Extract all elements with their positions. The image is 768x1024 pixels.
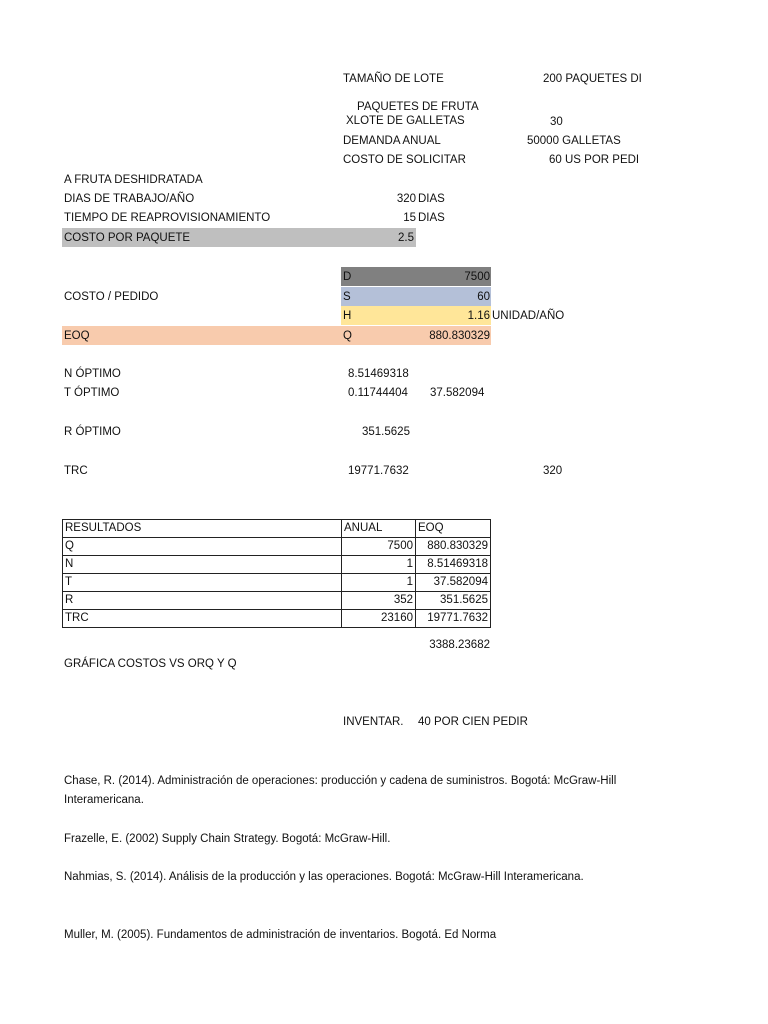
q-value: 880.830329 — [429, 330, 490, 342]
trc-value: 19771.7632 — [348, 465, 409, 477]
table-row — [63, 574, 491, 592]
order-cost-label: COSTO DE SOLICITAR — [343, 154, 466, 166]
chart-title-label: GRÁFICA COSTOS VS ORQ Y Q — [64, 658, 237, 670]
table-row — [63, 538, 491, 556]
table-header-cell: ANUAL — [342, 520, 416, 538]
table-cell: 8.51469318 — [416, 556, 491, 574]
trc-extra-value: 320 — [543, 465, 563, 477]
table-cell: 37.582094 — [416, 574, 491, 592]
table-cell: TRC — [63, 610, 342, 628]
table-cell: 7500 — [342, 538, 416, 556]
work-days-value: 320 — [396, 193, 416, 205]
table-cell: T — [63, 574, 342, 592]
reference-item: Chase, R. (2014). Administración de operaciones: producción y cadena de suministros. Bogotá: McGraw-Hill Interamericana. — [64, 775, 617, 806]
table-cell: R — [63, 592, 342, 610]
per-lot-value: 30 — [550, 116, 563, 128]
table-header-row — [63, 520, 491, 538]
work-days-unit: DIAS — [418, 193, 445, 205]
table-cell: 1 — [342, 574, 416, 592]
per-lot-label: XLOTE DE GALLETAS — [346, 115, 465, 127]
n-optimal-value: 8.51469318 — [348, 368, 409, 380]
lot-size-value: 200 PAQUETES DI — [543, 73, 642, 85]
table-row — [63, 610, 491, 628]
s-letter: S — [343, 291, 351, 303]
table-row — [63, 592, 491, 610]
results-difference-value: 3388.23682 — [429, 639, 490, 651]
annual-demand-value: 50000 GALLETAS — [527, 135, 621, 147]
lot-size-label: TAMAÑO DE LOTE — [343, 73, 444, 85]
trc-label: TRC — [64, 465, 88, 477]
q-letter: Q — [343, 330, 352, 342]
inventory-note-label: INVENTAR. — [343, 716, 404, 728]
lead-time-unit: DIAS — [418, 212, 445, 224]
t-optimal-days: 37.582094 — [430, 387, 485, 399]
d-value: 7500 — [464, 271, 490, 283]
lead-time-label: TIEMPO DE REAPROVISIONAMIENTO — [64, 212, 271, 224]
table-cell: 19771.7632 — [416, 610, 491, 628]
h-value: 1.16 — [467, 310, 490, 322]
table-cell: 23160 — [342, 610, 416, 628]
cost-per-package-label: COSTO POR PAQUETE — [64, 232, 191, 244]
inventory-note-text: 40 POR CIEN PEDIR — [418, 716, 528, 728]
work-days-label: DIAS DE TRABAJO/AÑO — [64, 193, 195, 205]
r-optimal-label: R ÓPTIMO — [64, 426, 121, 438]
table-cell: 880.830329 — [416, 538, 491, 556]
reference-item: Muller, M. (2005). Fundamentos de administración de inventarios. Bogotá. Ed Norma — [64, 929, 497, 941]
t-optimal-label: T ÓPTIMO — [64, 387, 120, 399]
eoq-label: EOQ — [64, 330, 90, 342]
s-value: 60 — [477, 291, 490, 303]
table-cell: 1 — [342, 556, 416, 574]
dried-fruit-label: A FRUTA DESHIDRATADA — [64, 174, 203, 186]
t-optimal-value: 0.11744404 — [348, 387, 408, 399]
table-cell: N — [63, 556, 342, 574]
annual-demand-label: DEMANDA ANUAL — [343, 135, 441, 147]
h-unit: UNIDAD/AÑO — [492, 310, 565, 322]
cost-per-package-value: 2.5 — [398, 232, 414, 244]
table-header-cell: RESULTADOS — [63, 520, 342, 538]
order-cost-value: 60 US POR PEDI — [549, 154, 640, 166]
table-row — [63, 556, 491, 574]
table-cell: Q — [63, 538, 342, 556]
table-cell: 352 — [342, 592, 416, 610]
fruit-packages-label: PAQUETES DE FRUTA — [357, 101, 479, 113]
d-letter: D — [343, 271, 352, 283]
lead-time-value: 15 — [403, 212, 416, 224]
reference-item: Frazelle, E. (2002) Supply Chain Strategy. Bogotá: McGraw-Hill. — [64, 833, 391, 845]
n-optimal-label: N ÓPTIMO — [64, 368, 121, 380]
table-cell: 351.5625 — [416, 592, 491, 610]
h-letter: H — [343, 310, 352, 322]
r-optimal-value: 351.5625 — [362, 426, 410, 438]
results-table — [62, 519, 491, 628]
cost-order-label: COSTO / PEDIDO — [64, 291, 159, 303]
reference-item: Nahmias, S. (2014). Análisis de la producción y las operaciones. Bogotá: McGraw-Hill Interamericana. — [64, 871, 584, 883]
table-header-cell: EOQ — [416, 520, 491, 538]
